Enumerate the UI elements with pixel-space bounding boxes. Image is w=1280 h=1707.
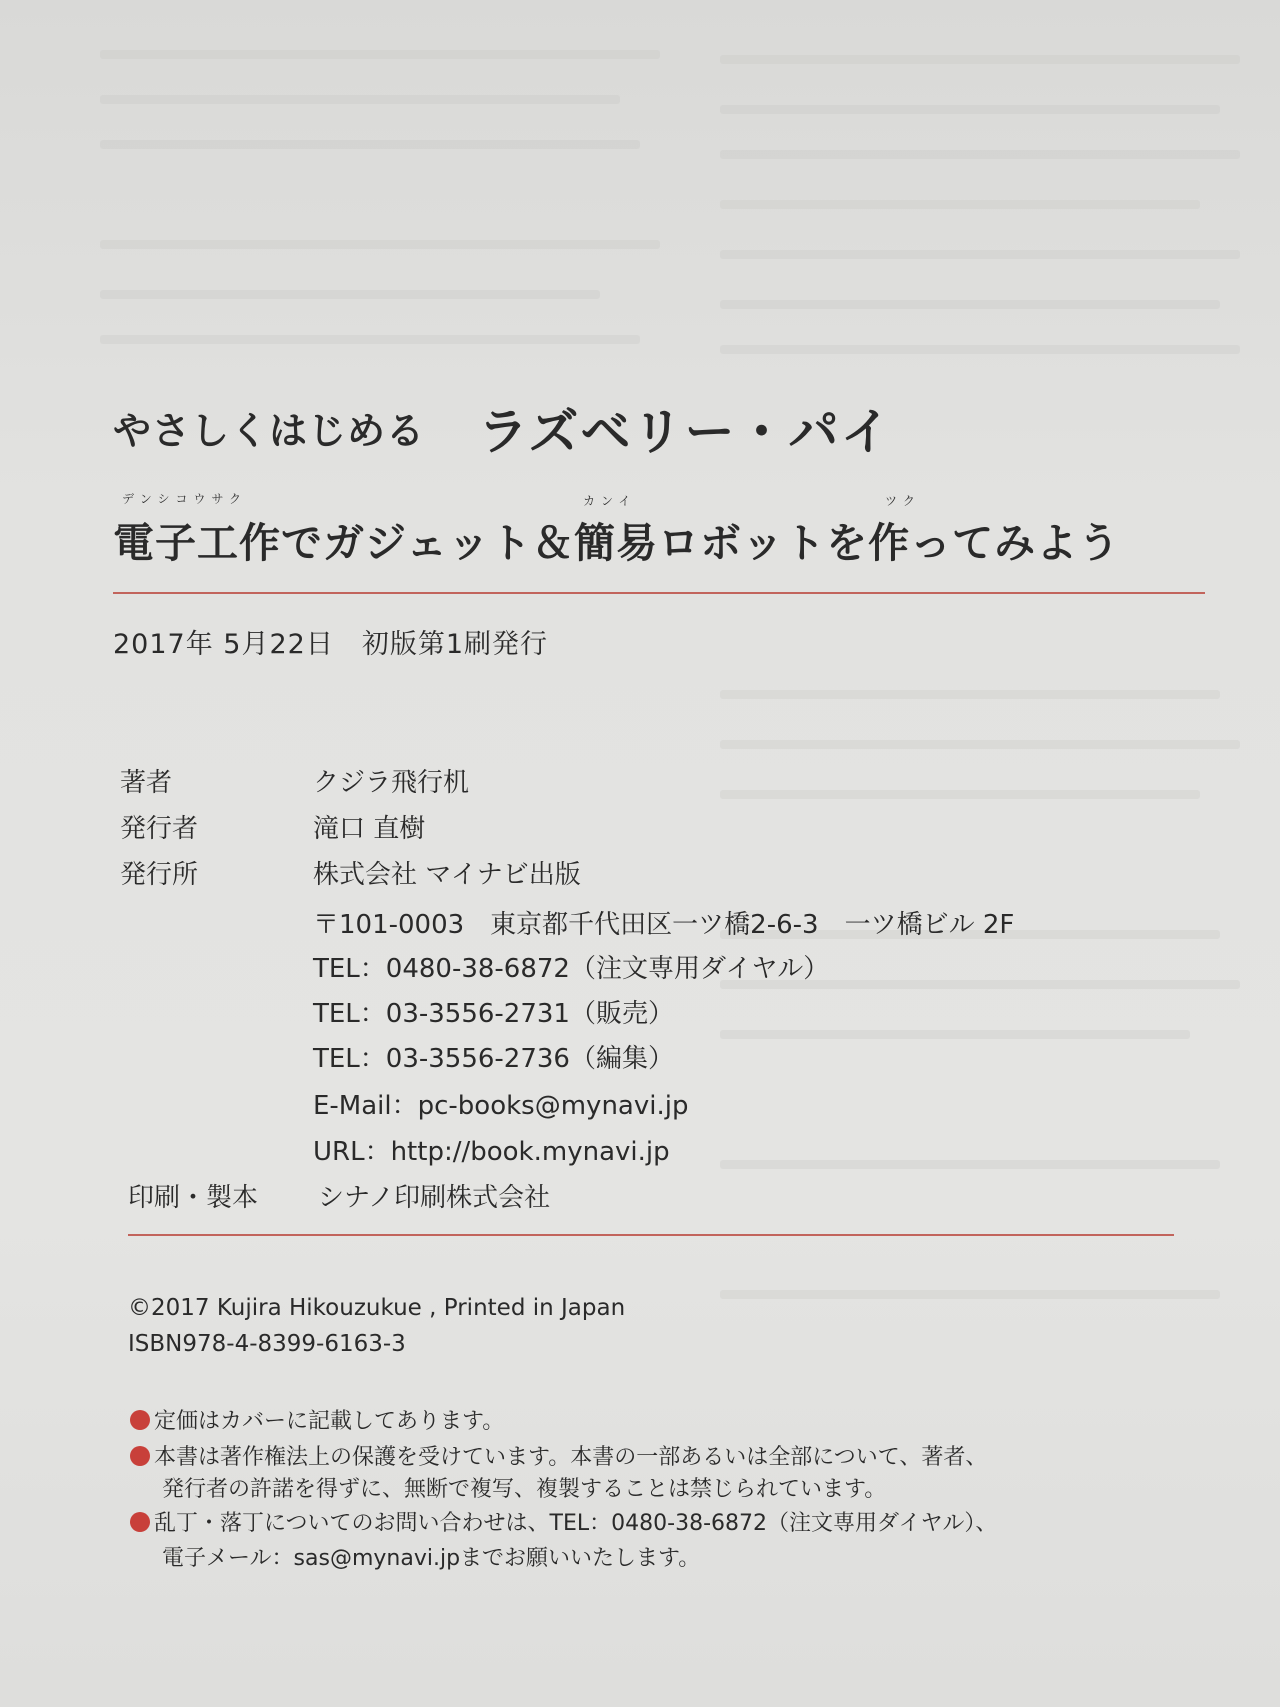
- bullet-icon: [130, 1410, 150, 1430]
- ruby-tsuku: ツク: [885, 494, 921, 508]
- bullet-icon: [130, 1446, 150, 1466]
- divider-bottom: [128, 1234, 1174, 1236]
- note-price: [130, 1404, 504, 1435]
- note-defect-text: 乱丁・落丁についてのお問い合わせは、TEL：0480-38-6872（注文専用ダイヤル）、: [154, 1511, 998, 1536]
- bullet-icon: [130, 1512, 150, 1532]
- printer-name: シナノ印刷株式会社: [318, 1183, 551, 1213]
- print-label: 印刷・製本: [128, 1183, 259, 1213]
- office-address: 〒101-0003 東京都千代田区一ツ橋2-6-3 一ツ橋ビル 2F: [313, 910, 1015, 940]
- email-address: E-Mail：pc-books@mynavi.jp: [313, 1091, 689, 1121]
- website-url: URL：http://book.mynavi.jp: [313, 1137, 670, 1167]
- isbn: ISBN978-4-8399-6163-3: [128, 1331, 406, 1357]
- publisher-name: 滝口 直樹: [313, 814, 426, 844]
- office-label: 発行所: [120, 860, 199, 890]
- office-name: 株式会社 マイナビ出版: [313, 860, 581, 890]
- author-label: 著者: [120, 768, 173, 798]
- note-price-text: 定価はカバーに記載してあります。: [154, 1409, 505, 1434]
- book-title: ラズベリー・パイ: [478, 403, 893, 461]
- ruby-kani: カンイ: [583, 494, 637, 508]
- book-subtitle: 電子工作でガジェット＆簡易ロボットを作ってみよう: [113, 519, 1121, 567]
- copyright-line: ©2017 Kujira Hikouzukue , Printed in Japan: [128, 1295, 626, 1321]
- tel-sales: TEL：03-3556-2731（販売）: [313, 999, 674, 1029]
- note-copyright-cont: 発行者の許諾を得ずに、無断で複写、複製することは禁じられています。: [162, 1477, 887, 1502]
- edition-date: 2017年 5月22日 初版第1刷発行: [113, 629, 549, 660]
- note-defect: [130, 1506, 997, 1537]
- note-copyright: [130, 1440, 987, 1471]
- tel-edit: TEL：03-3556-2736（編集）: [313, 1044, 674, 1074]
- ruby-denshikousaku: デンシコウサク: [122, 492, 247, 506]
- book-title-prefix: やさしくはじめる: [113, 409, 426, 453]
- publisher-label: 発行者: [120, 814, 199, 844]
- note-copyright-text: 本書は著作権法上の保護を受けています。本書の一部あるいは全部について、著者、: [154, 1445, 988, 1470]
- divider-top: [113, 592, 1205, 594]
- author-name: クジラ飛行机: [313, 768, 470, 798]
- tel-order: TEL：0480-38-6872（注文専用ダイヤル）: [313, 954, 830, 984]
- note-defect-cont: 電子メール：sas@mynavi.jpまでお願いいたします。: [162, 1546, 701, 1571]
